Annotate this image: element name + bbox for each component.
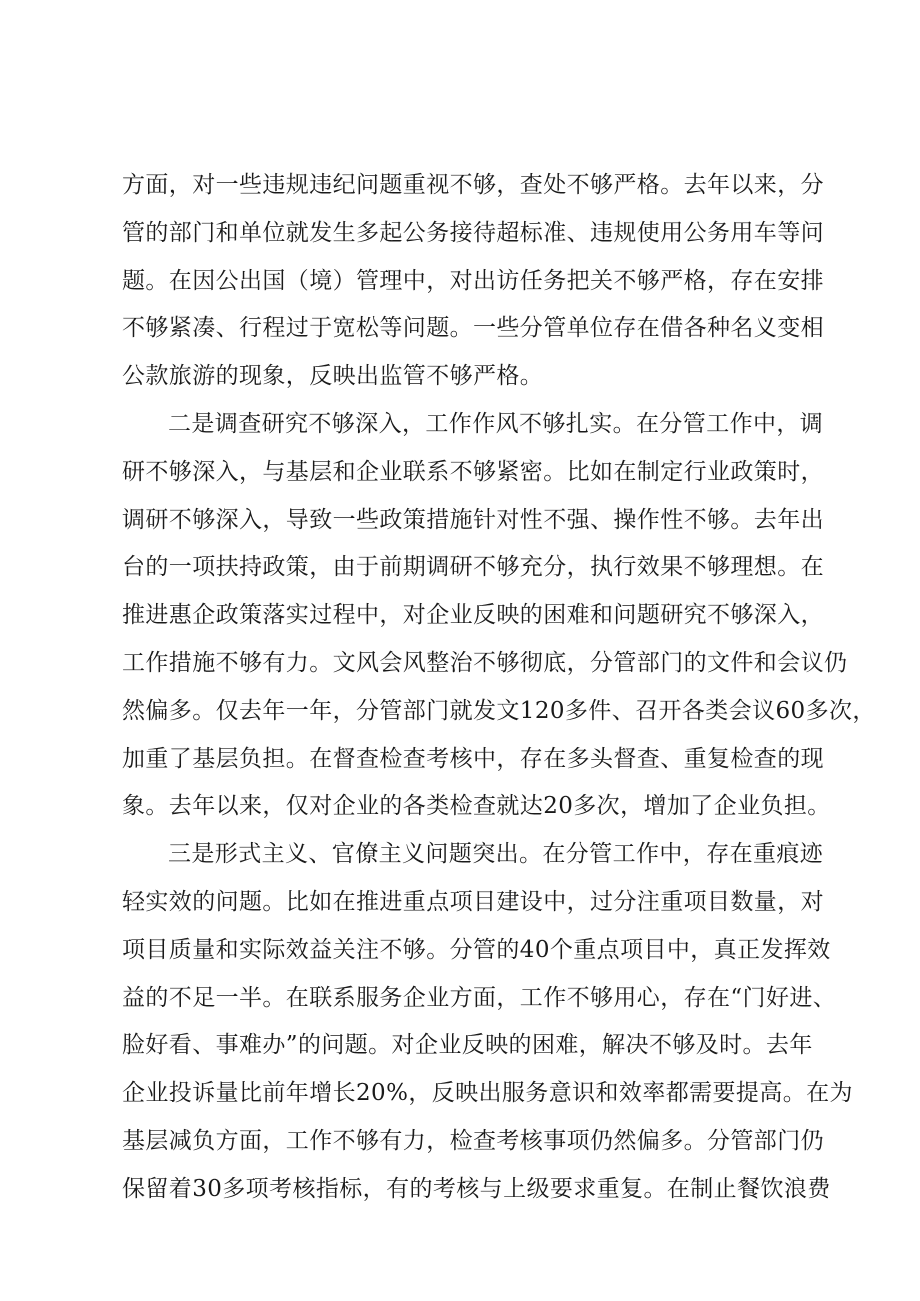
text-line: 加重了基层负担。在督查检查考核中，存在多头督查、重复检查的现: [122, 745, 824, 772]
text-line: 项目质量和实际效益关注不够。分管的40个重点项目中，真正发挥效: [122, 936, 831, 963]
text-line: 台的一项扶持政策，由于前期调研不够充分，执行效果不够理想。在: [122, 554, 824, 581]
paragraph-heading-line: 二是调查研究不够深入，工作作风不够扎实。在分管工作中，调: [168, 410, 824, 437]
paragraph-heading-line: 三是形式主义、官僚主义问题突出。在分管工作中，存在重痕迹: [168, 841, 824, 868]
text-line: 题。在因公出国（境）管理中，对出访任务把关不够严格，存在安排: [122, 267, 824, 294]
text-line: 企业投诉量比前年增长20%，反映出服务意识和效率都需要提高。在为: [122, 1080, 853, 1107]
text-line: 方面，对一些违规违纪问题重视不够，查处不够严格。去年以来，分: [122, 172, 824, 198]
text-line: 不够紧凑、行程过于宽松等问题。一些分管单位存在借各种名义变相: [122, 315, 824, 342]
text-line: 然偏多。仅去年一年，分管部门就发文120多件、召开各类会议60多次，: [122, 697, 876, 724]
body-text: [122, 162, 876, 1214]
text-line: 公款旅游的现象，反映出监管不够严格。: [122, 363, 544, 390]
text-line: 益的不足一半。在联系服务企业方面，工作不够用心，存在“门好进、: [122, 984, 837, 1011]
text-line: 象。去年以来，仅对企业的各类检查就达20多次，增加了企业负担。: [122, 793, 831, 820]
text-line: 管的部门和单位就发生多起公务接待超标准、违规使用公务用车等问: [122, 219, 824, 246]
text-line: 研不够深入，与基层和企业联系不够紧密。比如在制定行业政策时，: [122, 458, 824, 485]
text-line: 基层减负方面，工作不够有力，检查考核事项仍然偏多。分管部门仍: [122, 1127, 824, 1154]
text-line: 调研不够深入，导致一些政策措施针对性不强、操作性不够。去年出: [122, 506, 824, 533]
text-line: 保留着30多项考核指标，有的考核与上级要求重复。在制止餐饮浪费: [122, 1175, 831, 1202]
text-line: 推进惠企政策落实过程中，对企业反映的困难和问题研究不够深入，: [122, 602, 824, 629]
text-line: 工作措施不够有力。文风会风整治不够彻底，分管部门的文件和会议仍: [122, 649, 848, 676]
text-line: 脸好看、事难办”的问题。对企业反映的困难，解决不够及时。去年: [122, 1032, 813, 1059]
text-line: 轻实效的问题。比如在推进重点项目建设中，过分注重项目数量，对: [122, 888, 824, 915]
